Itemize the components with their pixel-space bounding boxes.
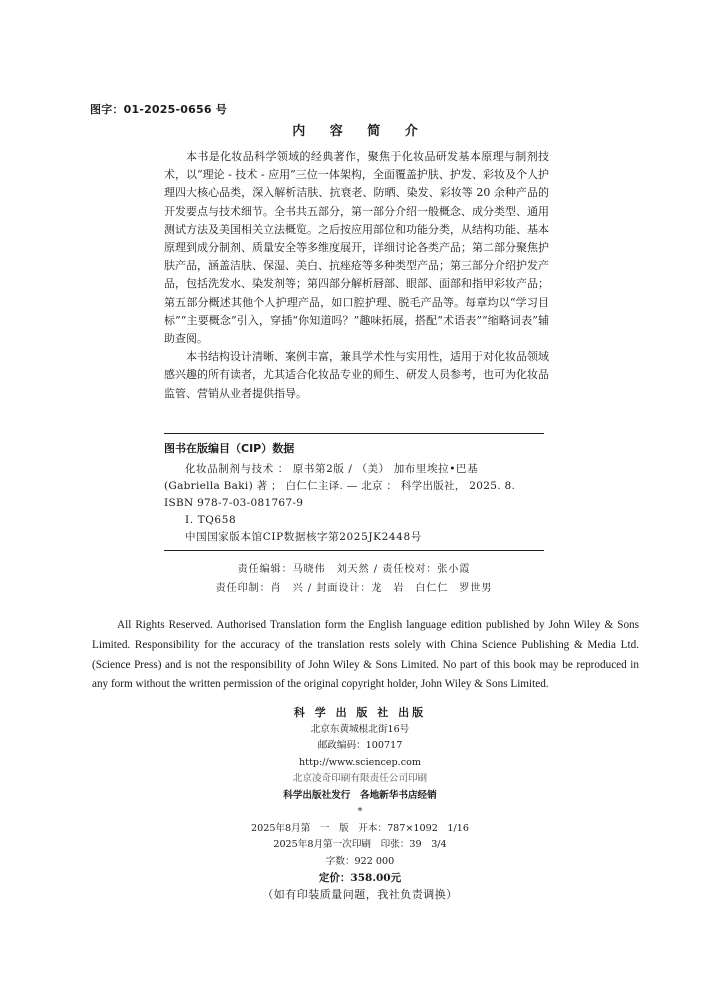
intro-paragraph-2: 本书结构设计清晰、案例丰富，兼具学术性与实用性，适用于对化妆品领域感兴趣的所有读者，尤其适合化妆品专业的师生、研发人员参考，也可为化妆品监管、营销从业者提供指导。 — [164, 350, 549, 400]
publisher-name: 科 学 出 版 社 出版 — [293, 706, 427, 719]
intro-title: 内 容 简 介 — [292, 124, 428, 139]
separator-star: * — [357, 806, 363, 817]
cip-block — [164, 433, 544, 551]
price: 定价：358.00元 — [318, 872, 402, 884]
rights-text: All Rights Reserved. Authorised Translation form the English language edition published by John Wiley & Sons Limited. Responsibility for the accuracy of the translation rests solely with China Science Publishing & Media Ltd. (Science Press) and is not the responsibility of John Wiley & Sons Limited. No part of this book may be reproduced in any form without the written permission of the original copyright holder, John Wiley & Sons Limited. — [92, 619, 639, 691]
editors-line-2: 责任印制：肖 兴 / 封面设计：龙 岩 白仁仁 罗世男 — [215, 583, 493, 594]
rights-statement — [92, 616, 639, 695]
cip-body — [164, 461, 544, 546]
cip-line-class: Ⅰ. TQ658 — [185, 514, 237, 526]
word-count: 字数：922 000 — [325, 855, 395, 867]
cip-divider — [164, 550, 544, 551]
printing-line: 2025年8月第一次印刷 印张：39 3/4 — [273, 839, 447, 850]
editors-line-1: 责任编辑：马晓伟 刘天然 / 责任校对：张小霞 — [237, 564, 471, 575]
cip-line-title: 化妆品制剂与技术 ： 原书第2版 / （美） 加布里埃拉•巴基 — [185, 463, 479, 475]
cip-line-author: (Gabriella Baki) 著 ； 白仁仁主译. — 北京 ： 科学出版社， 2025. 8. — [164, 480, 516, 492]
publisher-address: 北京东黄城根北街16号 — [310, 723, 410, 735]
website: http://www.sciencep.com — [299, 756, 421, 768]
intro-section — [164, 148, 549, 403]
distribution: 科学出版社发行 各地新华书店经销 — [283, 789, 437, 801]
cip-title: 图书在版编目（CIP）数据 — [164, 442, 295, 455]
printer: 北京凌奇印刷有限责任公司印刷 — [292, 773, 428, 784]
cip-line-isbn: ISBN 978-7-03-081767-9 — [164, 497, 304, 509]
intro-paragraph-1: 本书是化妆品科学领域的经典著作，聚焦于化妆品研发基本原理与制剂技术，以“理论 - 技术 - 应用”三位一体架构，全面覆盖护肤、护发、彩妆及个人护理四大核心品类，深入解析洁肤、抗衰老、防晒、染发、彩妆等 20 余种产品的开发要点与技术细节。全书共五部分，第一部分介绍一般概念、成分类型、通用测试方法及美国相关立法概览。之后按应用部位和功能分类，从结构功能、基本原理到成分制剂、质量安全等多维度展开，详细讨论各类产品；第二部分聚焦护肤产品，涵盖洁肤、保湿、美白、抗痤疮等多种类型产品；第三部分介绍护发产品，包括洗发水、染发剂等；第四部分解析唇部、眼部、面部和指甲彩妆产品；第五部分概述其他个人护理产品，如口腔护理、脱毛产品等。每章均以“学习目标”“主要概念”引入，穿插“你知道吗？”趣味拓展，搭配“术语表”“缩略词表”辅助查阅。 — [164, 150, 549, 346]
imprint-block — [0, 705, 720, 903]
editors-block — [164, 560, 544, 598]
registration-number: 图字：01-2025-0656 号 — [90, 103, 227, 116]
edition-line: 2025年8月第 一 版 开本：787×1092 1/16 — [251, 822, 469, 834]
quality-note: （如有印装质量问题，我社负责调换） — [262, 887, 458, 901]
postcode: 邮政编码：100717 — [317, 740, 403, 751]
cip-line-number: 中国国家版本馆CIP数据核字第2025JK2448号 — [185, 531, 422, 543]
